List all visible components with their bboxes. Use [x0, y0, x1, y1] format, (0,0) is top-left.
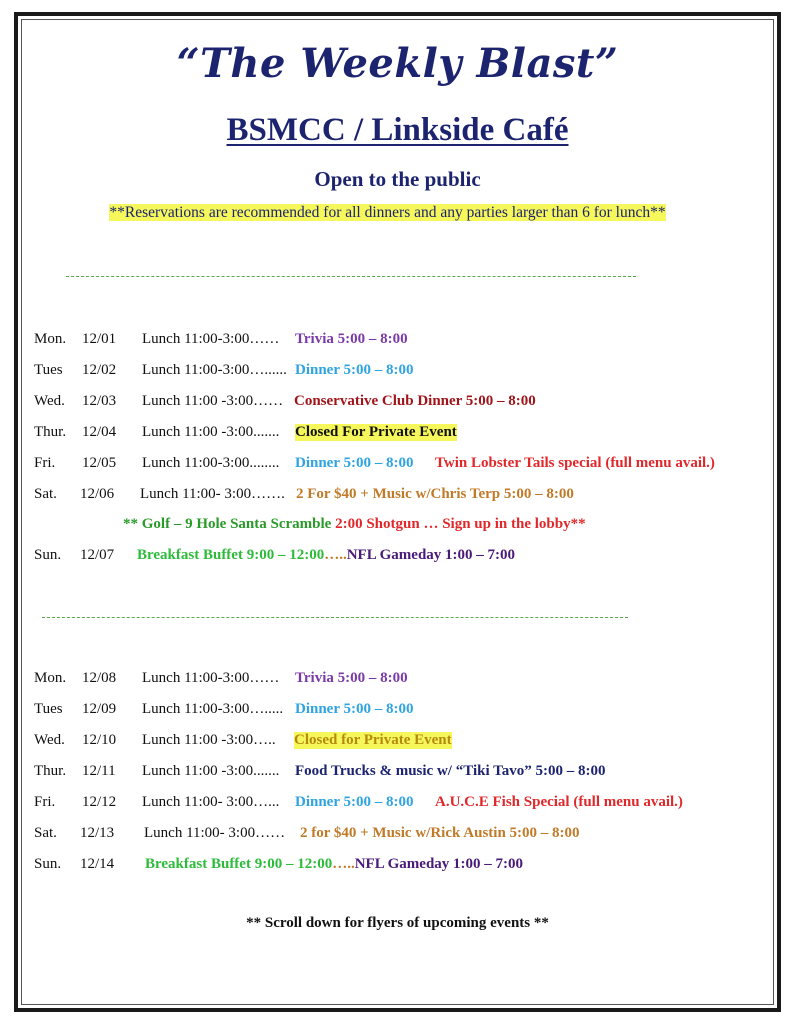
golf-event-row: ** Golf – 9 Hole Santa Scramble 2:00 Shotgun … Sign up in the lobby** — [123, 516, 586, 532]
schedule-row-thu-1204: Thur. 12/04 Lunch 11:00 -3:00....... Closed For Private Event — [34, 424, 457, 440]
schedule-row-wed-1210: Wed. 12/10 Lunch 11:00 -3:00….. Closed for Private Event — [34, 732, 452, 748]
schedule-row-sun-1207: Sun. 12/07 Breakfast Buffet 9:00 – 12:00…..NFL Gameday 1:00 – 7:00 — [34, 547, 516, 563]
open-to-public: Open to the public — [314, 167, 481, 191]
schedule-row-mon-1208: Mon. 12/08 Lunch 11:00-3:00…… Trivia 5:00 – 8:00 — [34, 670, 408, 686]
schedule-row-sun-1214: Sun. 12/14 Breakfast Buffet 9:00 – 12:00…..NFL Gameday 1:00 – 7:00 — [34, 856, 524, 872]
reservations-note: **Reservations are recommended for all dinners and any parties larger than 6 for lunch** — [109, 204, 666, 221]
schedule-row-fri-1205: Fri. 12/05 Lunch 11:00-3:00........ Dinner 5:00 – 8:00 Twin Lobster Tails special (full menu avail.) — [34, 455, 715, 471]
schedule-row-tue-1209: Tues 12/09 Lunch 11:00-3:00…..... Dinner 5:00 – 8:00 — [34, 701, 414, 717]
schedule-row-sat-1213: Sat. 12/13 Lunch 11:00- 3:00…… 2 for $40 + Music w/Rick Austin 5:00 – 8:00 — [34, 825, 580, 841]
schedule-row-thu-1211: Thur. 12/11 Lunch 11:00 -3:00....... Food Trucks & music w/ “Tiki Tavo” 5:00 – 8:00 — [34, 763, 606, 779]
schedule-row-sat-1206: Sat. 12/06 Lunch 11:00- 3:00……. 2 For $40 + Music w/Chris Terp 5:00 – 8:00 — [34, 486, 574, 502]
scroll-down-note: ** Scroll down for flyers of upcoming events ** — [246, 915, 549, 931]
divider — [66, 276, 636, 277]
schedule-row-wed-1203: Wed. 12/03 Lunch 11:00 -3:00…… Conservative Club Dinner 5:00 – 8:00 — [34, 393, 536, 409]
schedule-row-mon-1201: Mon. 12/01 Lunch 11:00-3:00…… Trivia 5:00 – 8:00 — [34, 331, 408, 347]
divider — [42, 617, 628, 618]
schedule-row-tue-1202: Tues 12/02 Lunch 11:00-3:00…...... Dinner 5:00 – 8:00 — [34, 362, 414, 378]
schedule-row-fri-1212: Fri. 12/12 Lunch 11:00- 3:00…... Dinner 5:00 – 8:00 A.U.C.E Fish Special (full menu avail.) — [34, 794, 683, 810]
newsletter-title: “The Weekly Blast” — [176, 40, 619, 87]
venue-name: BSMCC / Linkside Café — [226, 112, 569, 148]
